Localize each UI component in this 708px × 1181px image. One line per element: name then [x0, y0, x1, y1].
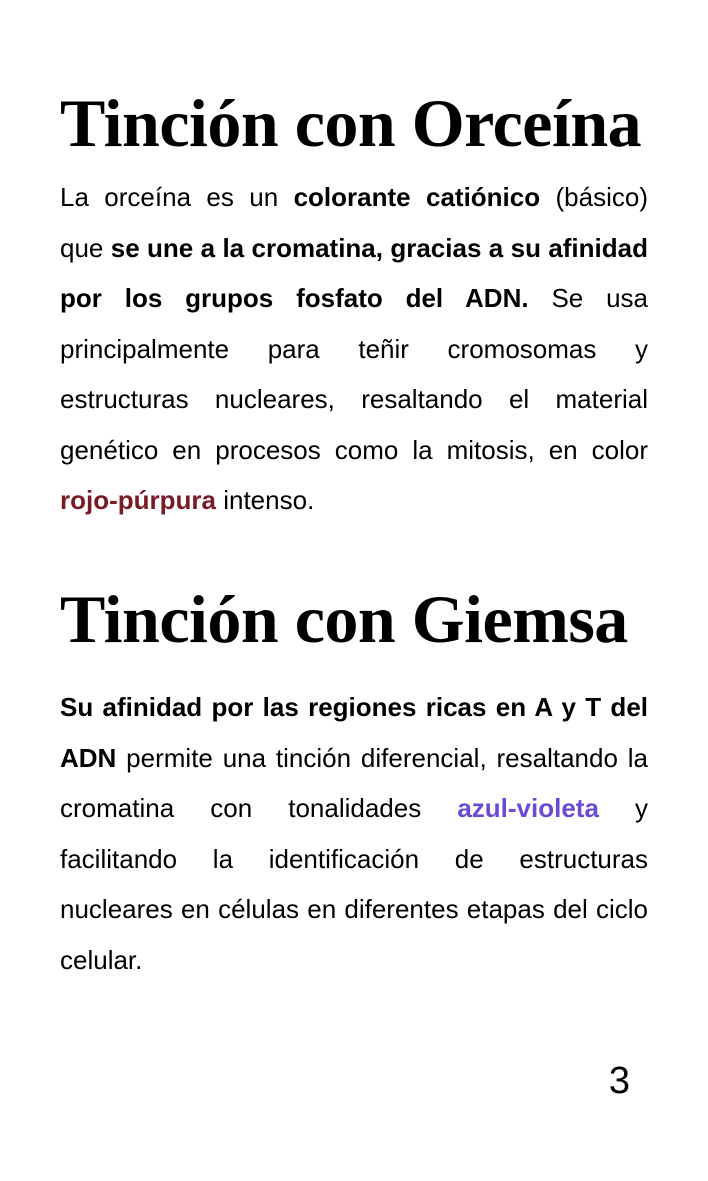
- text-run: intenso.: [216, 485, 315, 515]
- section-title-giemsa: Tinción con Giemsa: [60, 581, 628, 657]
- text-run: permite una tinción diferencial, resaltando la cromatina con tonalidades: [60, 742, 648, 823]
- page-number: 3: [608, 1060, 630, 1102]
- section-body-orceina: [60, 172, 648, 526]
- color-term-rojo-purpura: rojo-púrpura: [60, 485, 216, 515]
- color-term-azul-violeta: azul-violeta: [457, 793, 599, 823]
- text-run: (básico) que: [60, 182, 648, 263]
- text-run: y facilitando la identificación de estructuras nucleares en células en diferentes etapas del ciclo celular.: [60, 793, 648, 975]
- section-title-orceina: Tinción con Orceína: [60, 85, 642, 161]
- bold-text-colorante: colorante catiónico: [293, 182, 541, 212]
- text-run: Se usa principalmente para teñir cromosomas y estructuras nucleares, resaltando el material genético en procesos como la mitosis, en color: [60, 283, 649, 465]
- bold-text-cromatina: se une a la cromatina, gracias a su afinidad por los grupos fosfato del ADN.: [60, 232, 648, 313]
- bold-text-afinidad: Su afinidad por las regiones ricas en A y T del ADN: [60, 692, 648, 773]
- document-page: [60, 0, 648, 1181]
- text-run: La orceína es un: [60, 182, 294, 212]
- section-body-giemsa: [60, 682, 648, 985]
